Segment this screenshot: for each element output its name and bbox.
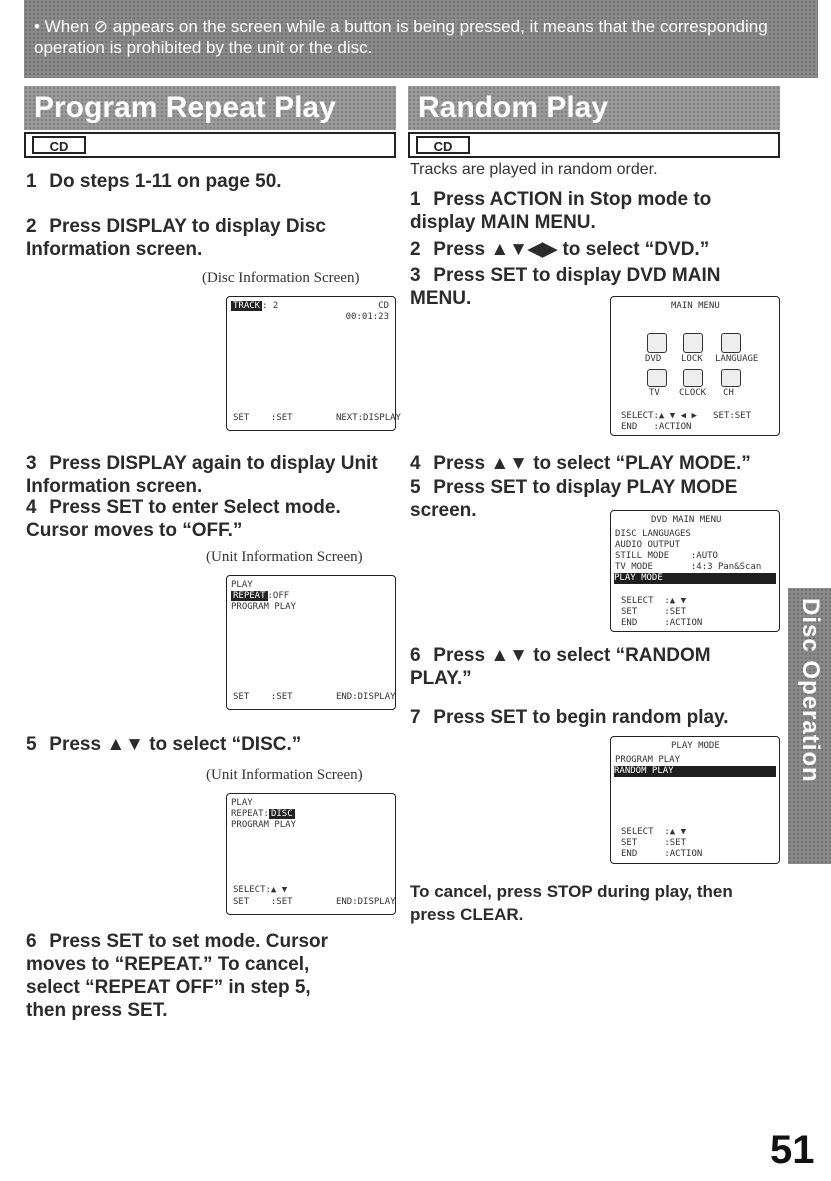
right-step-5: 5 Press SET to display PLAY MODE screen. <box>410 477 738 521</box>
main-menu-screen: MAIN MENU DVD LOCK LANGUAGE TV CLOCK CH SELECT:▲ ▼ ◀ ▶ SET:SET END :ACTION <box>610 296 780 436</box>
clock-icon <box>683 369 703 387</box>
left-cd-tag: CD <box>32 136 86 154</box>
right-step-2: 2 Press ▲▼◀▶ to select “DVD.” <box>410 239 710 260</box>
left-caption-3: (Unit Information Screen) <box>206 767 363 783</box>
left-section-title: Program Repeat Play <box>24 86 396 130</box>
right-intro: Tracks are played in random order. <box>410 161 658 178</box>
dvd-icon <box>647 333 667 353</box>
screen1-footer: SET :SET NEXT:DISPLAY <box>233 413 401 423</box>
notice-banner <box>24 0 818 78</box>
left-step-1: 1 Do steps 1-11 on page 50. <box>26 171 282 192</box>
left-step-3: 3 Press DISPLAY again to display Unit Information screen. <box>26 453 378 497</box>
unit-info-screen-1: PLAY REPEAT :OFF PROGRAM PLAY SET :SET END:DISPLAY <box>226 575 396 710</box>
right-cd-tag: CD <box>416 136 470 154</box>
channel-icon <box>721 369 741 387</box>
right-step-6: 6 Press ▲▼ to select “RANDOM PLAY.” <box>410 645 711 689</box>
screen3-footer: SET :SET END:DISPLAY <box>233 897 396 907</box>
dvd-main-menu-screen: DVD MAIN MENU DISC LANGUAGES AUDIO OUTPUT STILL MODE :AUTO TV MODE :4:3 Pan&Scan PLAY MODE SELECT :▲ ▼ SET :SET END :ACTION <box>610 510 780 632</box>
right-cd-bar <box>408 132 780 158</box>
right-step-1: 1 Press ACTION in Stop mode to display MAIN MENU. <box>410 189 712 233</box>
track-label: TRACK <box>233 301 261 311</box>
left-cd-bar <box>24 132 396 158</box>
left-step-5: 5 Press ▲▼ to select “DISC.” <box>26 734 302 755</box>
left-step-4: 4 Press SET to enter Select mode. Cursor moves to “OFF.” <box>26 497 341 541</box>
right-outro: To cancel, press STOP during play, then press CLEAR. <box>410 882 733 924</box>
right-step-7: 7 Press SET to begin random play. <box>410 707 729 728</box>
right-section-title: Random Play <box>408 86 780 130</box>
right-step-4: 4 Press ▲▼ to select “PLAY MODE.” <box>410 453 751 474</box>
right-step-3: 3 Press SET to display DVD MAIN MENU. <box>410 265 721 309</box>
disc-operation-tab: Disc Operation <box>788 588 831 864</box>
language-icon <box>721 333 741 353</box>
left-step-2: 2 Press DISPLAY to display Disc Information screen. <box>26 216 326 260</box>
lock-icon <box>683 333 703 353</box>
notice-text: • When ⊘ appears on the screen while a button is being pressed, it means that the corresponding operation is prohibited by the unit or the disc. <box>34 17 768 57</box>
page-number: 51 <box>770 1128 815 1172</box>
play-mode-screen: PLAY MODE PROGRAM PLAY RANDOM PLAY SELECT :▲ ▼ SET :SET END :ACTION <box>610 736 780 864</box>
time-label: 00:01:23 <box>345 312 389 322</box>
screen2-footer: SET :SET END:DISPLAY <box>233 692 396 702</box>
tv-icon <box>647 369 667 387</box>
unit-info-screen-2: PLAY REPEAT: DISC PROGRAM PLAY SELECT:▲ ▼ SET :SET END:DISPLAY <box>226 793 396 915</box>
cd-label: CD <box>378 301 389 311</box>
left-caption-1: (Disc Information Screen) <box>202 270 360 286</box>
disc-info-screen: TRACK : 2 CD 00:01:23 SET :SET NEXT:DISPLAY <box>226 296 396 431</box>
left-step-6: 6 Press SET to set mode. Cursor moves to “REPEAT.” To cancel, select “REPEAT OFF” in step 5, then press SET. <box>26 931 329 1021</box>
left-caption-2: (Unit Information Screen) <box>206 549 363 565</box>
